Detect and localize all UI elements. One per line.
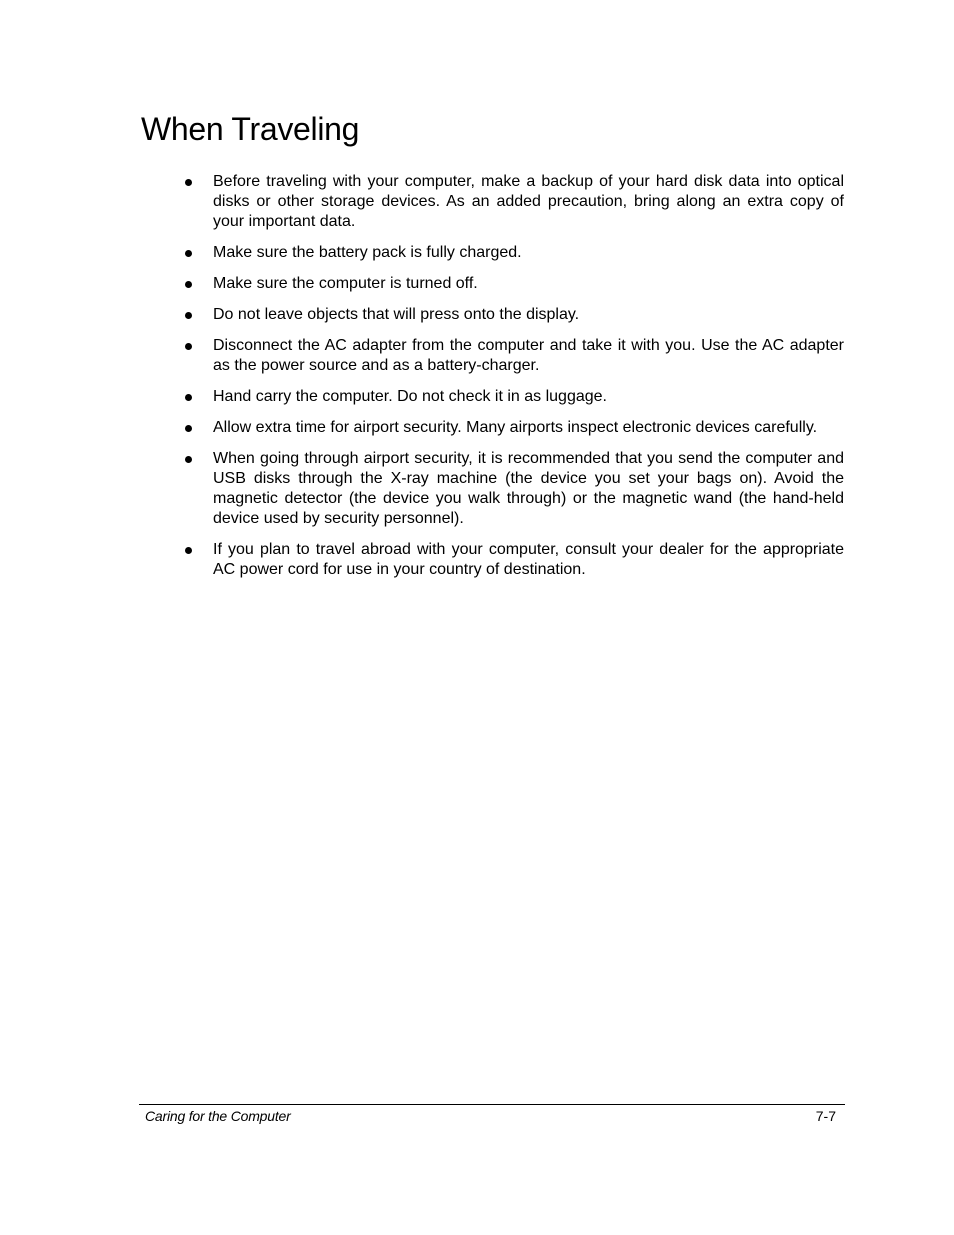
list-item (185, 243, 844, 263)
bullet-list (185, 172, 844, 591)
bullet-icon (185, 394, 192, 401)
page-title: When Traveling (141, 111, 360, 147)
footer-chapter-title: Caring for the Computer (145, 1108, 291, 1124)
list-item (185, 540, 844, 580)
list-item (185, 387, 844, 407)
bullet-icon (185, 281, 192, 288)
list-item (185, 449, 844, 529)
list-item-text: Make sure the computer is turned off. (213, 275, 478, 292)
list-item-text: Hand carry the computer. Do not check it in as luggage. (213, 388, 607, 405)
list-item-text: Disconnect the AC adapter from the computer and take it with you. Use the AC adapter as the power source and as a battery-charger. (213, 337, 844, 374)
list-item (185, 172, 844, 232)
list-item (185, 418, 844, 438)
list-item-text: When going through airport security, it is recommended that you send the computer and USB disks through the X-ray machine (the device you set your bags on). Avoid the magnetic detector (the device you walk through) or the magnetic wand (the hand-held device used by security personnel). (213, 450, 844, 527)
bullet-icon (185, 179, 192, 186)
list-item (185, 305, 844, 325)
list-item (185, 336, 844, 376)
bullet-icon (185, 250, 192, 257)
bullet-icon (185, 425, 192, 432)
list-item-text: If you plan to travel abroad with your computer, consult your dealer for the appropriate AC power cord for use in your country of destination. (213, 541, 844, 578)
list-item (185, 274, 844, 294)
list-item-text: Allow extra time for airport security. Many airports inspect electronic devices carefully. (213, 419, 818, 436)
list-item-text: Make sure the battery pack is fully charged. (213, 244, 522, 261)
bullet-icon (185, 312, 192, 319)
list-item-text: Before traveling with your computer, make a backup of your hard disk data into optical disks or other storage devices. As an added precaution, bring along an extra copy of your important data. (213, 173, 844, 230)
bullet-icon (185, 547, 192, 554)
footer-divider (139, 1104, 845, 1105)
list-item-text: Do not leave objects that will press onto the display. (213, 306, 580, 323)
bullet-icon (185, 343, 192, 350)
footer-page-number: 7-7 (815, 1108, 836, 1124)
bullet-icon (185, 456, 192, 463)
